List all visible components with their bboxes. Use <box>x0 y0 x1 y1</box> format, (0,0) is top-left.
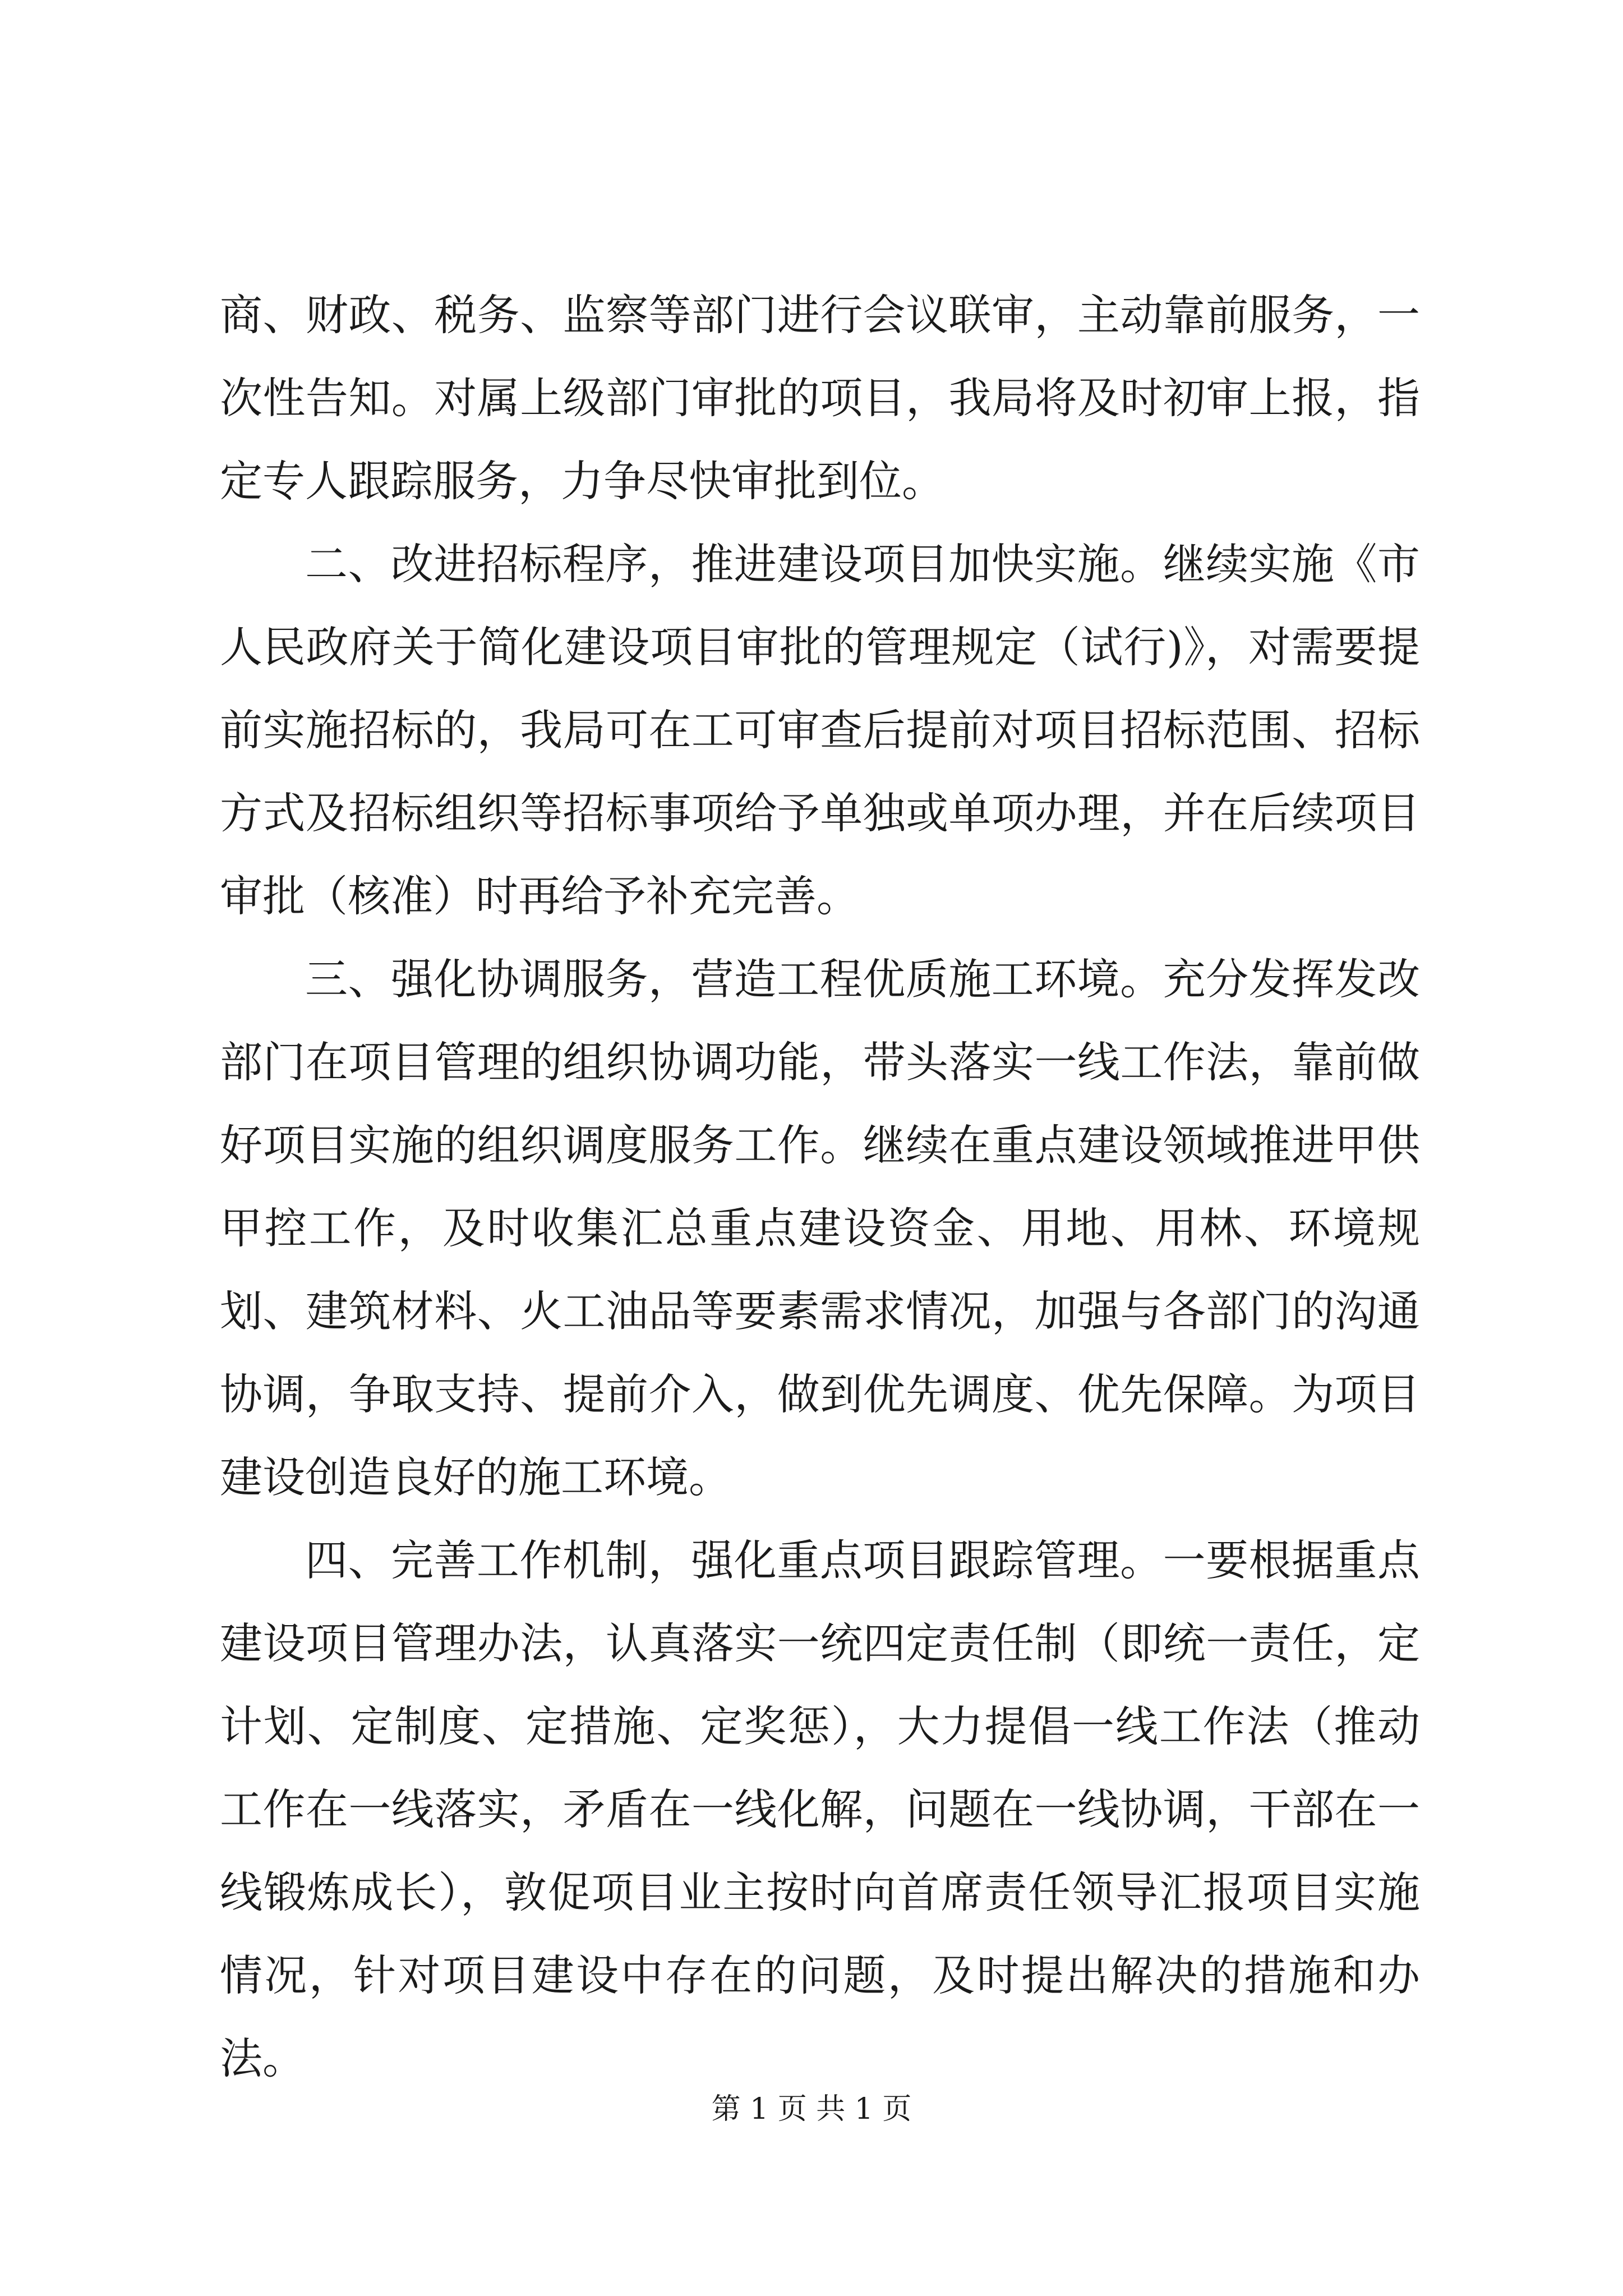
paragraph-section-4: 四、完善工作机制，强化重点项目跟踪管理。一要根据重点建设项目管理办法，认真落实一统四定责任制（即统一责任，定计划、定制度、定措施、定奖惩），大力提倡一线工作法（推动工作在一线落实，矛盾在一线化解，问题在一线协调，干部在一线锻炼成长），敦促项目业主按时向首席责任领导汇报项目实施情况，针对项目建设中存在的问题，及时提出解决的措施和办法。 <box>220 1535 1420 2083</box>
document-body <box>220 274 1420 2100</box>
paragraph-section-2: 二、改进招标程序，推进建设项目加快实施。继续实施《市人民政府关于简化建设项目审批的管理规定（试行)》，对需要提前实施招标的，我局可在工可审查后提前对项目招标范围、招标方式及招标组织等招标事项给予单独或单项办理，并在后续项目审批（核准）时再给予补充完善。 <box>220 539 1420 921</box>
paragraph-continuation: 商、财政、税务、监察等部门进行会议联审，主动靠前服务，一次性告知。对属上级部门审批的项目，我局将及时初审上报，指定专人跟踪服务，力争尽快审批到位。 <box>220 290 1420 506</box>
page-number-label: 第 1 页 共 1 页 <box>711 2092 912 2126</box>
page-footer <box>0 2089 1623 2129</box>
paragraph-section-3: 三、强化协调服务，营造工程优质施工环境。充分发挥发改部门在项目管理的组织协调功能，带头落实一线工作法，靠前做好项目实施的组织调度服务工作。继续在重点建设领域推进甲供甲控工作，及时收集汇总重点建设资金、用地、用林、环境规划、建筑材料、火工油品等要素需求情况，加强与各部门的沟通协调，争取支持、提前介入，做到优先调度、优先保障。为项目建设创造良好的施工环境。 <box>220 954 1420 1502</box>
